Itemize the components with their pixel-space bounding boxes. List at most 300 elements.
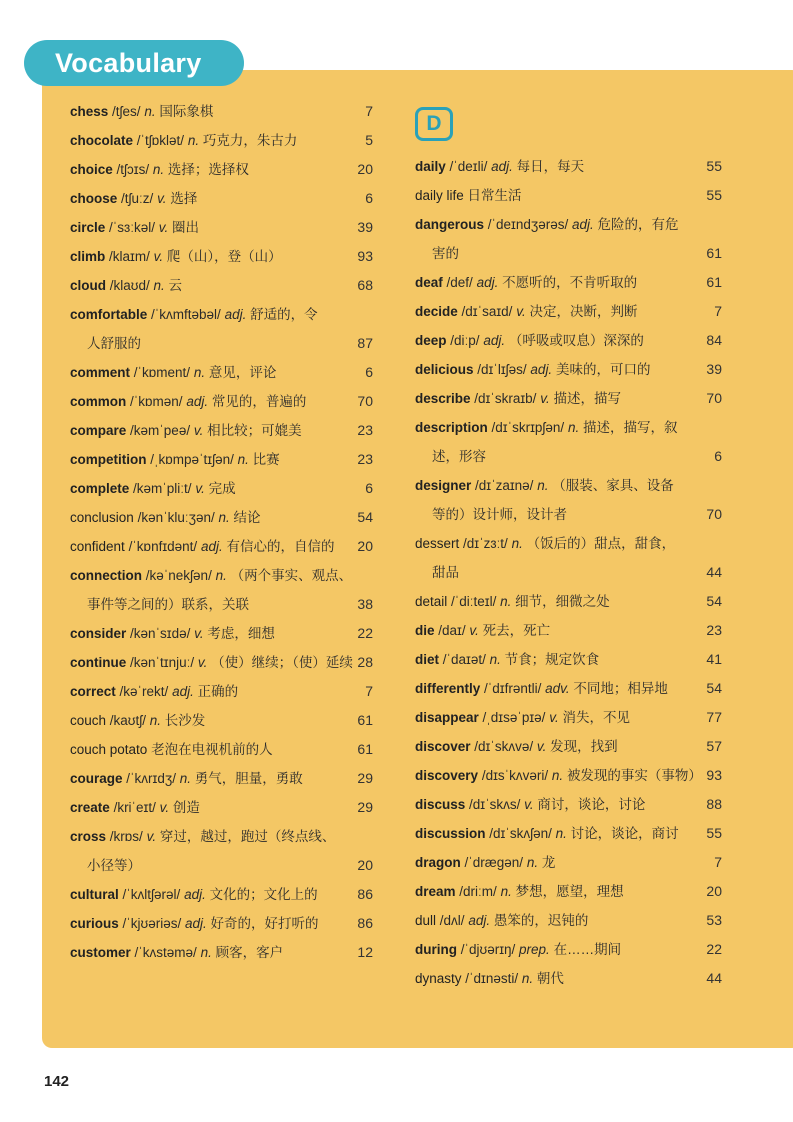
entry-part-of-speech: n. — [152, 162, 165, 177]
entry-definition: 不同地；相异地 — [573, 681, 668, 696]
entry-continuation-line — [415, 442, 722, 471]
entry-line — [70, 561, 373, 590]
vocab-entry — [70, 358, 373, 387]
entry-word: connection — [70, 568, 143, 583]
entry-word: dynasty — [415, 971, 462, 986]
entry-part-of-speech: n. — [149, 713, 162, 728]
entry-phonetic: /ˈkɒment/ — [133, 365, 191, 380]
entry-phonetic: /dɪˈskraɪb/ — [474, 391, 537, 406]
vocab-entry — [70, 938, 373, 967]
entry-list — [415, 152, 722, 993]
entry-definition: （两个事实、观点、 — [230, 568, 353, 583]
entry-definition: 讨论，谈论，商讨 — [570, 826, 679, 841]
entry-definition: 危险的，有危 — [597, 217, 679, 232]
entry-line — [70, 677, 373, 706]
vocab-entry — [415, 761, 722, 790]
entry-part-of-speech: v. — [197, 655, 208, 670]
vocab-entry — [70, 822, 373, 880]
entry-phonetic: /ˈkʌltʃərəl/ — [122, 887, 181, 902]
entry-phonetic: /dɪˈskʌs/ — [469, 797, 521, 812]
entry-line — [415, 906, 722, 935]
entry-definition: 描述，描写 — [553, 391, 621, 406]
entry-part-of-speech: n. — [153, 278, 165, 293]
entry-word: discovery — [415, 768, 479, 783]
entry-word: deep — [415, 333, 447, 348]
entry-page-number: 23 — [357, 451, 373, 467]
vocab-entry — [415, 703, 722, 732]
entry-word: dessert — [415, 536, 460, 551]
entry-word: climb — [70, 249, 106, 264]
entry-phonetic: /tʃuːz/ — [121, 191, 154, 206]
entry-page-number: 41 — [706, 651, 722, 667]
entry-word: dangerous — [415, 217, 485, 232]
entry-part-of-speech: n. — [193, 365, 206, 380]
entry-definition: 穿过，越过，跑过（终点线、 — [159, 829, 336, 844]
entry-page-number: 5 — [365, 132, 373, 148]
entry-part-of-speech: v. — [536, 739, 547, 754]
entry-page-number: 68 — [357, 277, 373, 293]
vocab-entry — [415, 181, 722, 210]
entry-word: complete — [70, 481, 130, 496]
vocab-entry — [415, 616, 722, 645]
entry-definition: （服装、家具、设备 — [552, 478, 674, 493]
entry-phonetic: /kənˈtɪnjuː/ — [130, 655, 195, 670]
vocab-entry — [70, 619, 373, 648]
entry-line — [70, 648, 373, 677]
entry-line — [70, 242, 373, 271]
vocab-entry — [70, 184, 373, 213]
entry-phonetic: /ˈdaɪət/ — [442, 652, 486, 667]
entry-phonetic: /tʃes/ — [112, 104, 141, 119]
entry-part-of-speech: prep. — [519, 942, 550, 957]
vocab-entry — [415, 268, 722, 297]
entry-part-of-speech: n. — [218, 510, 230, 525]
entry-page-number: 55 — [706, 825, 722, 841]
entry-line — [415, 935, 722, 964]
entry-word: courage — [70, 771, 123, 786]
vocab-entry — [415, 355, 722, 384]
entry-page-number: 23 — [706, 622, 722, 638]
entry-line — [415, 181, 722, 210]
vocab-entry — [415, 674, 722, 703]
entry-page-number: 54 — [706, 680, 722, 696]
entry-line — [415, 674, 722, 703]
entry-word: consider — [70, 626, 127, 641]
entry-definition: 国际象棋 — [159, 104, 214, 119]
entry-phonetic: /ˈdiːteɪl/ — [451, 594, 497, 609]
entry-page-number: 55 — [706, 187, 722, 203]
entry-page-number: 70 — [706, 506, 722, 522]
entry-definition: 勇气，胆量，勇敢 — [194, 771, 303, 786]
entry-phonetic: /ˈdeɪli/ — [449, 159, 488, 174]
entry-word: describe — [415, 391, 471, 406]
entry-line — [70, 706, 373, 735]
entry-page-number: 29 — [357, 770, 373, 786]
entry-definition: 正确的 — [197, 684, 239, 699]
entry-phonetic: /klaʊd/ — [109, 278, 150, 293]
entry-definition: 选择；选择权 — [167, 162, 249, 177]
vocab-entry — [70, 677, 373, 706]
entry-definition: 创造 — [172, 800, 200, 815]
entry-word: create — [70, 800, 110, 815]
entry-page-number: 57 — [706, 738, 722, 754]
entry-phonetic: /dɪˈzaɪnə/ — [475, 478, 534, 493]
entry-definition: （饭后的）甜点，甜食， — [526, 536, 676, 551]
entry-page-number: 54 — [357, 509, 373, 525]
entry-definition: 朝代 — [536, 971, 564, 986]
entry-part-of-speech: v. — [540, 391, 550, 406]
entry-word: continue — [70, 655, 127, 670]
entry-line — [415, 471, 722, 500]
entry-line — [415, 964, 722, 993]
entry-page-number: 77 — [706, 709, 722, 725]
entry-word: choice — [70, 162, 113, 177]
entry-definition: 相比较；可媲美 — [207, 423, 302, 438]
entry-line — [415, 819, 722, 848]
vocab-entry — [415, 152, 722, 181]
vocab-entry — [70, 271, 373, 300]
entry-part-of-speech: n. — [237, 452, 249, 467]
entry-line — [415, 587, 722, 616]
entry-page-number: 86 — [357, 886, 373, 902]
entry-continuation-line — [415, 239, 722, 268]
entry-definition: 决定，决断，判断 — [529, 304, 638, 319]
entry-page-number: 61 — [706, 274, 722, 290]
entry-part-of-speech: n. — [500, 884, 512, 899]
entry-line — [415, 877, 722, 906]
vocab-entry — [70, 532, 373, 561]
entry-page-number: 6 — [714, 448, 722, 464]
vocab-entry — [415, 529, 722, 587]
vocab-entry — [415, 471, 722, 529]
entry-word: dragon — [415, 855, 461, 870]
entry-definition: （呼吸或叹息）深深的 — [508, 333, 644, 348]
entry-definition-continued: 述，形容 — [432, 449, 486, 464]
entry-page-number: 20 — [357, 857, 373, 873]
entry-part-of-speech: n. — [179, 771, 191, 786]
entry-part-of-speech: n. — [500, 594, 512, 609]
entry-word: die — [415, 623, 435, 638]
entry-part-of-speech: v. — [146, 829, 157, 844]
entry-word: decide — [415, 304, 458, 319]
entry-line — [70, 764, 373, 793]
entry-page-number: 20 — [706, 883, 722, 899]
entry-word: cloud — [70, 278, 106, 293]
entry-definition: 发现，找到 — [550, 739, 618, 754]
entry-phonetic: /ˈkɒnfɪdənt/ — [128, 539, 198, 554]
entry-page-number: 6 — [365, 364, 373, 380]
entry-line — [70, 387, 373, 416]
entry-definition: 舒适的，令 — [250, 307, 318, 322]
entry-phonetic: /daɪ/ — [438, 623, 466, 638]
entry-definition: 老泡在电视机前的人 — [151, 742, 273, 757]
entry-page-number: 53 — [706, 912, 722, 928]
entry-part-of-speech: adj. — [483, 333, 506, 348]
entry-page-number: 23 — [357, 422, 373, 438]
entry-phonetic: /kənˈkluːʒən/ — [137, 510, 215, 525]
entry-definition: 长沙发 — [164, 713, 206, 728]
entry-phonetic: /dɪˈskrɪpʃən/ — [491, 420, 565, 435]
entry-line — [70, 213, 373, 242]
entry-word: customer — [70, 945, 131, 960]
vocab-entry — [70, 561, 373, 619]
entry-phonetic: /ˌdɪsəˈpɪə/ — [482, 710, 546, 725]
entry-word: discover — [415, 739, 471, 754]
entry-word: delicious — [415, 362, 474, 377]
entry-part-of-speech: v. — [193, 423, 204, 438]
entry-definition: 美味的，可口的 — [555, 362, 651, 377]
entry-word: cultural — [70, 887, 119, 902]
entry-line — [415, 384, 722, 413]
entry-part-of-speech: n. — [555, 826, 567, 841]
entry-part-of-speech: adj. — [186, 394, 209, 409]
entry-word: dull — [415, 913, 437, 928]
entry-page-number: 38 — [357, 596, 373, 612]
entry-phonetic: /ˈdræɡən/ — [464, 855, 524, 870]
entry-definition-continued: 事件等之间的）联系，关联 — [87, 597, 249, 612]
vocab-entry — [70, 416, 373, 445]
entry-line — [70, 503, 373, 532]
entry-line — [70, 184, 373, 213]
entry-line — [415, 732, 722, 761]
entry-page-number: 86 — [357, 915, 373, 931]
entry-word: curious — [70, 916, 119, 931]
entry-word: common — [70, 394, 127, 409]
entry-phonetic: /ˈtʃɒklət/ — [136, 133, 185, 148]
entry-page-number: 12 — [357, 944, 373, 960]
entry-page-number: 54 — [706, 593, 722, 609]
entry-page-number: 61 — [357, 741, 373, 757]
vocab-entry — [415, 790, 722, 819]
entry-phonetic: /diːp/ — [450, 333, 480, 348]
entry-word: diet — [415, 652, 440, 667]
entry-part-of-speech: n. — [187, 133, 200, 148]
entry-line — [70, 793, 373, 822]
entry-part-of-speech: adj. — [184, 887, 206, 902]
entry-part-of-speech: n. — [200, 945, 212, 960]
entry-definition: 每日，每天 — [516, 159, 585, 174]
entry-page-number: 6 — [365, 190, 373, 206]
entry-line — [70, 474, 373, 503]
vocab-entry — [415, 326, 722, 355]
entry-phonetic: /ˈsɜːkəl/ — [109, 220, 155, 235]
entry-line — [70, 445, 373, 474]
entry-part-of-speech: v. — [524, 797, 534, 812]
entry-page-number: 7 — [714, 854, 722, 870]
entry-line — [415, 616, 722, 645]
entry-page-number: 61 — [357, 712, 373, 728]
entry-page-number: 22 — [357, 625, 373, 641]
entry-definition: 选择 — [170, 191, 198, 206]
entry-word: conclusion — [70, 510, 134, 525]
entry-page-number: 84 — [706, 332, 722, 348]
entry-line — [415, 355, 722, 384]
entry-page-number: 44 — [706, 970, 722, 986]
entry-definition: 描述，描写，叙 — [582, 420, 678, 435]
entry-continuation-line — [70, 851, 373, 880]
entry-word: differently — [415, 681, 481, 696]
vocab-entry — [70, 909, 373, 938]
entry-word: daily — [415, 159, 446, 174]
entry-part-of-speech: v. — [469, 623, 479, 638]
entry-word: comfortable — [70, 307, 148, 322]
vocab-entry — [70, 155, 373, 184]
entry-part-of-speech: adj. — [184, 916, 207, 931]
vocab-entry — [415, 413, 722, 471]
entry-page-number: 70 — [706, 390, 722, 406]
entry-line — [415, 210, 722, 239]
entry-page-number: 61 — [706, 245, 722, 261]
vocab-entry — [415, 848, 722, 877]
entry-phonetic: /krɒs/ — [109, 829, 143, 844]
entry-definition: 好奇的，好打听的 — [210, 916, 319, 931]
entry-part-of-speech: adj. — [172, 684, 194, 699]
entry-word: deaf — [415, 275, 443, 290]
entry-definition-continued: 甜品 — [432, 565, 459, 580]
entry-definition: 不愿听的，不肯听取的 — [502, 275, 638, 290]
entry-continuation-line — [70, 329, 373, 358]
vocab-entry — [415, 732, 722, 761]
entry-word: circle — [70, 220, 106, 235]
vocab-entry — [70, 735, 373, 764]
entry-definition: 愚笨的，迟钝的 — [493, 913, 589, 928]
entry-phonetic: /kəˈnekʃən/ — [145, 568, 212, 583]
entry-line — [70, 126, 373, 155]
entry-line — [415, 529, 722, 558]
entry-phonetic: /ˈkʌmftəbəl/ — [151, 307, 221, 322]
entry-line — [415, 790, 722, 819]
entry-word: correct — [70, 684, 116, 699]
entry-definition: 考虑，细想 — [207, 626, 275, 641]
entry-part-of-speech: v. — [159, 800, 170, 815]
entry-word: competition — [70, 452, 147, 467]
entry-word: discussion — [415, 826, 486, 841]
entry-definition: 节食；规定饮食 — [504, 652, 600, 667]
vocab-entry — [70, 793, 373, 822]
entry-part-of-speech: v. — [153, 249, 164, 264]
entry-phonetic: /dɪˈsaɪd/ — [461, 304, 513, 319]
entry-phonetic: /dʌl/ — [439, 913, 465, 928]
entry-page-number: 88 — [706, 796, 722, 812]
entry-definition: 梦想，愿望，理想 — [515, 884, 624, 899]
entry-line — [415, 297, 722, 326]
entry-part-of-speech: n. — [511, 536, 523, 551]
entry-part-of-speech: adj. — [476, 275, 499, 290]
entry-part-of-speech: adj. — [200, 539, 223, 554]
entry-word: confident — [70, 539, 125, 554]
vocab-entry — [70, 648, 373, 677]
entry-word: discuss — [415, 797, 466, 812]
entry-part-of-speech: v. — [157, 191, 167, 206]
entry-part-of-speech: adj. — [491, 159, 513, 174]
entry-part-of-speech: adv. — [545, 681, 570, 696]
entry-phonetic: /ˈkʌstəmə/ — [134, 945, 197, 960]
entry-continuation-line — [70, 590, 373, 619]
page-number: 142 — [44, 1073, 70, 1090]
entry-definition: 被发现的事实（事物） — [566, 768, 702, 783]
entry-phonetic: /dɪˈlɪʃəs/ — [477, 362, 527, 377]
vocab-entry — [415, 645, 722, 674]
entry-part-of-speech: v. — [194, 626, 204, 641]
entry-phonetic: /tʃɔɪs/ — [116, 162, 150, 177]
entry-word: choose — [70, 191, 118, 206]
vocab-entry — [415, 906, 722, 935]
entry-part-of-speech: adj. — [224, 307, 247, 322]
entry-definition: 圈出 — [172, 220, 200, 235]
entry-line — [70, 938, 373, 967]
entry-definition: 文化的；文化上的 — [209, 887, 318, 902]
entry-phonetic: /ˈdeɪndʒərəs/ — [487, 217, 569, 232]
entry-line — [415, 761, 722, 790]
entry-definition: 比赛 — [252, 452, 280, 467]
entry-part-of-speech: n. — [537, 478, 549, 493]
entry-definition: 云 — [168, 278, 183, 293]
entry-line — [415, 848, 722, 877]
vocab-entry — [415, 587, 722, 616]
entry-line — [70, 619, 373, 648]
vocab-entry — [70, 387, 373, 416]
entry-line — [70, 155, 373, 184]
entry-part-of-speech: n. — [526, 855, 539, 870]
entry-definition: 日常生活 — [467, 188, 522, 203]
entry-definition: 有信心的，自信的 — [226, 539, 335, 554]
entry-phonetic: /kənˈsɪdə/ — [130, 626, 191, 641]
entry-definition-continued: 害的 — [432, 246, 459, 261]
entry-part-of-speech: v. — [158, 220, 169, 235]
entry-list — [70, 97, 373, 967]
entry-phonetic: /kəmˈpeə/ — [130, 423, 191, 438]
entry-line — [415, 152, 722, 181]
entry-definition: 爬（山），登（山） — [166, 249, 282, 264]
entry-phonetic: /def/ — [446, 275, 473, 290]
entry-phonetic: /ˈkʌrɪdʒ/ — [126, 771, 176, 786]
entry-continuation-line — [415, 558, 722, 587]
entry-word: detail — [415, 594, 448, 609]
entry-word: comment — [70, 365, 131, 380]
entry-page-number: 7 — [714, 303, 722, 319]
entry-part-of-speech: n. — [489, 652, 501, 667]
entry-page-number: 20 — [357, 538, 373, 554]
vocab-entry — [70, 242, 373, 271]
entry-page-number: 55 — [706, 158, 722, 174]
entry-part-of-speech: v. — [195, 481, 205, 496]
entry-page-number: 28 — [357, 654, 373, 670]
entry-word: designer — [415, 478, 472, 493]
entry-phonetic: /kaʊtʃ/ — [109, 713, 146, 728]
entry-phonetic: /ˈkɒmən/ — [130, 394, 183, 409]
vocab-entry — [415, 210, 722, 268]
entry-part-of-speech: n. — [215, 568, 227, 583]
entry-word: couch — [70, 713, 107, 728]
entry-definition-continued: 小径等） — [87, 858, 141, 873]
entry-line — [415, 326, 722, 355]
entry-page-number: 93 — [706, 767, 722, 783]
entry-definition: 常见的，普遍的 — [211, 394, 307, 409]
entry-line — [70, 416, 373, 445]
right-column — [415, 97, 722, 993]
vocab-entry — [415, 877, 722, 906]
entry-definition: 消失，不见 — [562, 710, 630, 725]
entry-definition: 在……期间 — [553, 942, 622, 957]
entry-line — [415, 413, 722, 442]
entry-phonetic: /ˌkɒmpəˈtɪʃən/ — [150, 452, 234, 467]
entry-definition: 龙 — [541, 855, 556, 870]
entry-word: daily life — [415, 188, 464, 203]
entry-part-of-speech: n. — [551, 768, 564, 783]
entry-part-of-speech: adj. — [530, 362, 553, 377]
entry-word: description — [415, 420, 488, 435]
entry-definition: （使）继续；（使）延续 — [211, 655, 353, 670]
